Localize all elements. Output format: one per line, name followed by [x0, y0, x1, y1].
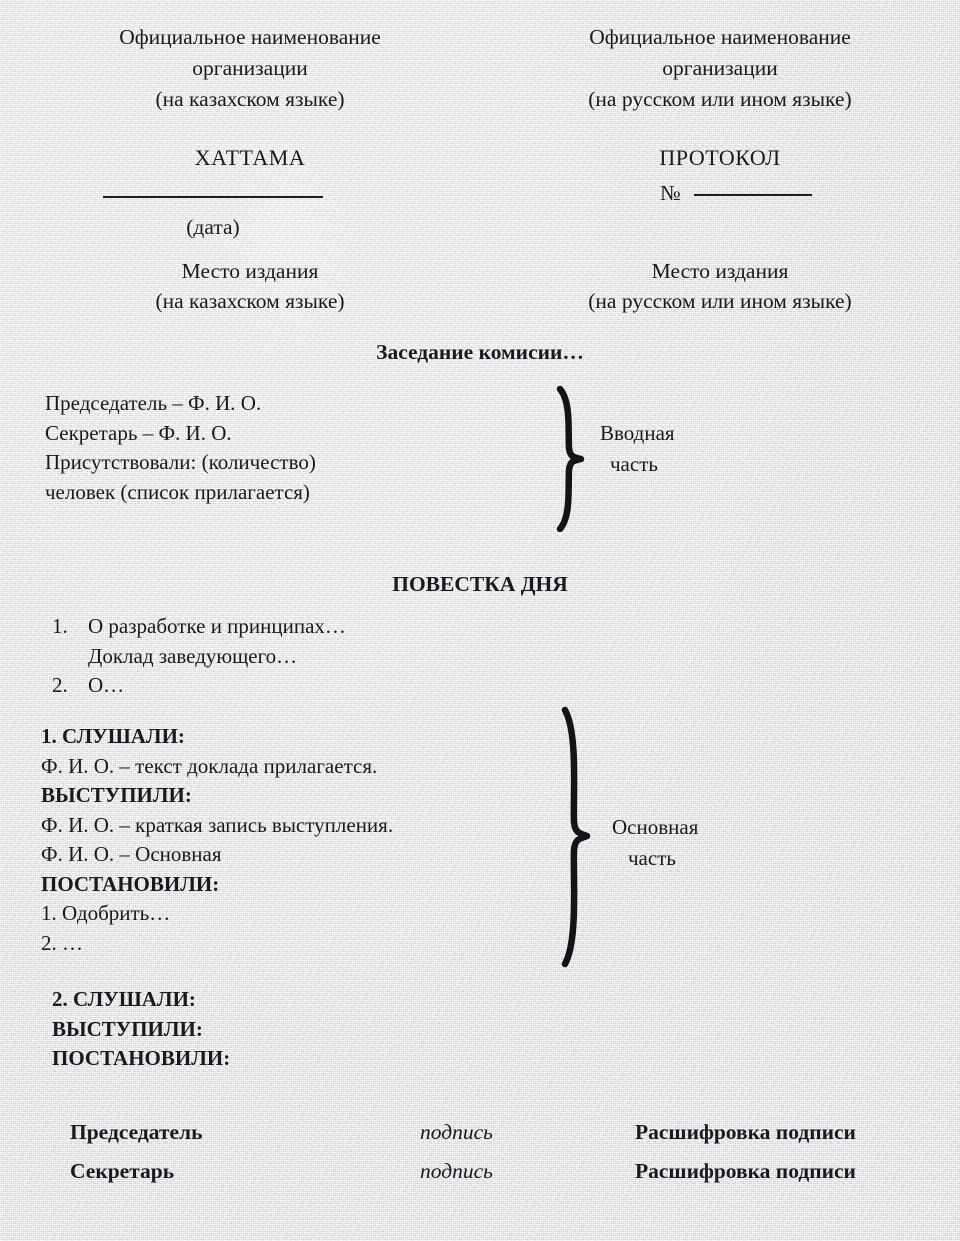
place-language-note: (на русском или ином языке) [588, 289, 852, 313]
org-name-line-1: Официальное наименование [119, 25, 381, 49]
second-item-line: 2. СЛУШАЛИ: [52, 987, 196, 1011]
intro-line: человек (список прилагается) [45, 479, 310, 504]
date-caption: (дата) [186, 215, 240, 239]
agenda-item-number: 1. [52, 614, 68, 638]
main-part-line: ПОСТАНОВИЛИ: [41, 871, 220, 896]
signature-placeholder[interactable]: подпись [420, 1159, 493, 1183]
signature-name-decoding: Расшифровка подписи [635, 1159, 856, 1183]
header-column-russian [510, 22, 930, 173]
intro-brace-label [600, 418, 750, 480]
second-item-line: ВЫСТУПИЛИ: [52, 1016, 203, 1041]
date-field [103, 182, 323, 240]
signature-role: Председатель [70, 1120, 203, 1144]
main-part-line: Ф. И. О. – текст доклада прилагается. [41, 753, 378, 778]
intro-line: Присутствовали: (количество) [45, 450, 316, 474]
main-part-line: 1. СЛУШАЛИ: [41, 724, 185, 748]
main-part-line: ВЫСТУПИЛИ: [41, 783, 192, 807]
agenda-list [52, 612, 346, 701]
document-number-underline[interactable] [694, 194, 812, 196]
org-name-line-2: организации [662, 56, 778, 80]
intro-line: Председатель – Ф. И. О. [45, 391, 262, 415]
org-name-line-1: Официальное наименование [589, 25, 851, 49]
place-label: Место издания [181, 259, 319, 283]
document-type-kazakh: ХАТТАМА [194, 145, 306, 170]
document-type-russian: ПРОТОКОЛ [659, 145, 781, 170]
second-item-block [52, 985, 230, 1074]
agenda-item-text: О… [88, 673, 125, 697]
main-part-line: 2. … [41, 930, 83, 955]
signature-name-decoding: Расшифровка подписи [635, 1120, 856, 1144]
place-label: Место издания [651, 259, 789, 283]
main-part-brace-label-line-1: Основная [612, 815, 699, 839]
intro-line: Секретарь – Ф. И. О. [45, 420, 232, 445]
place-of-publication-russian [510, 256, 930, 316]
header-column-kazakh [40, 22, 460, 173]
org-language-note: (на казахском языке) [155, 87, 345, 111]
main-part-line: Ф. И. О. – Основная [41, 842, 222, 866]
signature-block [0, 1120, 960, 1198]
agenda-heading: ПОВЕСТКА ДНЯ [392, 572, 568, 596]
agenda-item [52, 642, 346, 672]
agenda-item [52, 612, 346, 642]
agenda-item-text: Доклад заведующего… [88, 643, 298, 668]
main-part-curly-brace-icon [552, 706, 600, 968]
signature-row [0, 1120, 960, 1159]
main-part-line: 1. Одобрить… [41, 901, 171, 925]
agenda-item-number: 2. [52, 673, 68, 697]
intro-block [45, 389, 316, 507]
agenda-item [52, 671, 346, 701]
signature-placeholder[interactable]: подпись [420, 1120, 493, 1144]
signature-role: Секретарь [70, 1159, 175, 1183]
place-of-publication-kazakh [40, 256, 460, 316]
main-part-block [41, 722, 393, 958]
org-language-note: (на русском или ином языке) [588, 87, 852, 111]
date-underline[interactable] [103, 196, 323, 198]
main-part-brace-label-line-2: часть [628, 846, 676, 870]
org-name-line-2: организации [192, 56, 308, 80]
agenda-item-text: О разработке и принципах… [88, 614, 346, 638]
place-language-note: (на казахском языке) [155, 289, 345, 313]
signature-row [0, 1159, 960, 1198]
intro-curly-brace-icon [548, 386, 594, 532]
main-part-line: Ф. И. О. – краткая запись выступления. [41, 812, 394, 837]
second-item-line: ПОСТАНОВИЛИ: [52, 1046, 231, 1070]
main-part-brace-label [612, 812, 772, 874]
document-number-field [660, 180, 812, 206]
number-symbol: № [660, 181, 681, 205]
intro-brace-label-line-1: Вводная [600, 421, 675, 445]
meeting-title: Заседание комисии… [376, 340, 584, 364]
intro-brace-label-line-2: часть [610, 452, 658, 476]
